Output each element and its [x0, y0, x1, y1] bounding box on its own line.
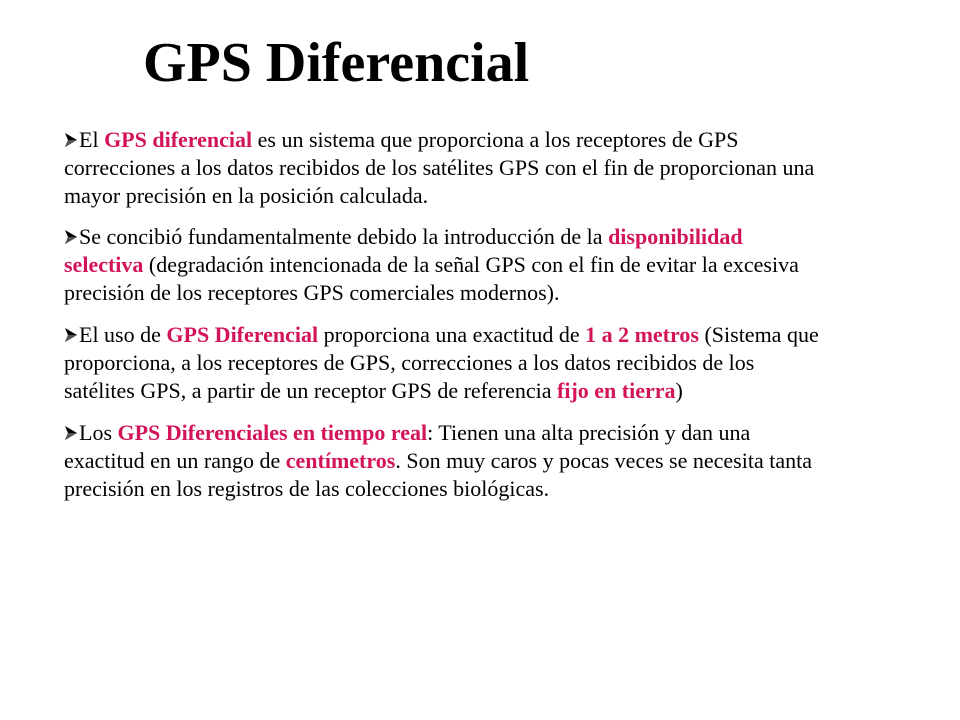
bullet-item [64, 223, 824, 307]
bullet-text-highlight: fijo en tierra [557, 378, 676, 403]
bullet-text-highlight: GPS Diferencial [166, 322, 319, 347]
bullet-text-plain: (Sistema que proporciona, a los receptores de GPS, correcciones a los datos recibidos de los satélites GPS, a partir de un receptor GPS de referencia [64, 322, 819, 403]
bullet-text-plain: Se concibió fundamentalmente debido la introducción de la [79, 224, 609, 249]
bullet-text-plain: . Son muy caros y pocas veces se necesita tanta precisión en los registros de las colecciones biológicas. [64, 448, 812, 501]
bullet-item [64, 126, 824, 210]
bullet-item [64, 321, 824, 405]
arrow-bullet-icon [64, 322, 78, 338]
arrow-bullet-icon [64, 127, 78, 143]
bullet-text-highlight: GPS Diferenciales en tiempo real [117, 420, 428, 445]
bullet-text-plain: : Tienen una alta precisión y dan una exactitud en un rango de [64, 420, 751, 473]
bullet-list [64, 126, 824, 516]
slide-title: GPS Diferencial [143, 32, 530, 94]
bullet-text-plain: ) [675, 378, 683, 403]
arrow-bullet-icon [64, 224, 78, 240]
bullet-text-plain: es un sistema que proporciona a los receptores de GPS correcciones a los datos recibidos de los satélites GPS con el fin de proporcionan una mayor precisión en la posición calculada. [64, 127, 815, 208]
bullet-item [64, 419, 824, 503]
bullet-text-highlight: GPS diferencial [104, 127, 253, 152]
bullet-text-highlight: 1 a 2 metros [585, 322, 699, 347]
bullet-text-plain: El uso de [79, 322, 167, 347]
bullet-text-highlight: disponibilidad selectiva [64, 224, 743, 277]
bullet-text-highlight: centímetros [285, 448, 396, 473]
bullet-text-plain: Los [79, 420, 118, 445]
bullet-text-plain: El [79, 127, 105, 152]
bullet-text-plain: (degradación intencionada de la señal GPS con el fin de evitar la excesiva precisión de los receptores GPS comerciales modernos). [64, 252, 799, 305]
arrow-bullet-icon [64, 420, 78, 436]
bullet-text-plain: proporciona una exactitud de [318, 322, 586, 347]
